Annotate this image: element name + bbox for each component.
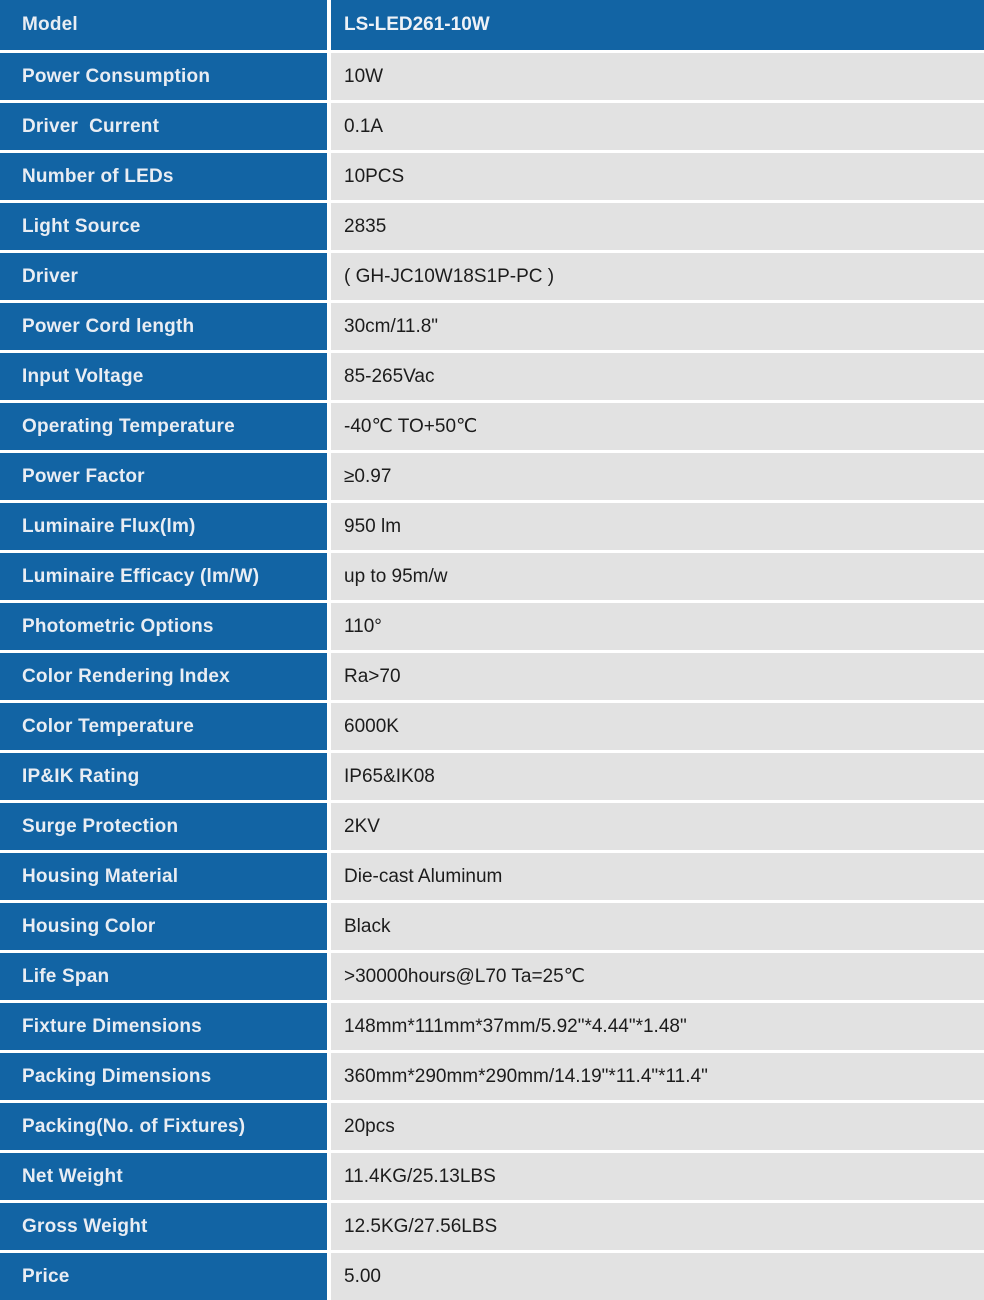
table-row <box>0 850 984 900</box>
spec-label: Power Factor <box>0 453 327 500</box>
spec-value: ( GH-JC10W18S1P-PC ) <box>327 253 984 300</box>
spec-value: Die-cast Aluminum <box>327 853 984 900</box>
spec-label: Color Rendering Index <box>0 653 327 700</box>
spec-value: IP65&IK08 <box>327 753 984 800</box>
table-row <box>0 1100 984 1150</box>
table-row <box>0 750 984 800</box>
table-row-model <box>0 0 984 50</box>
spec-label: Packing Dimensions <box>0 1053 327 1100</box>
spec-value: 110° <box>327 603 984 650</box>
spec-value: 2KV <box>327 803 984 850</box>
spec-label: Housing Material <box>0 853 327 900</box>
spec-label: Price <box>0 1253 327 1300</box>
spec-label: Model <box>0 0 327 50</box>
spec-value: 950 lm <box>327 503 984 550</box>
table-row <box>0 150 984 200</box>
table-row <box>0 300 984 350</box>
spec-value: >30000hours@L70 Ta=25℃ <box>327 953 984 1000</box>
spec-label: Surge Protection <box>0 803 327 850</box>
spec-label: Number of LEDs <box>0 153 327 200</box>
table-row <box>0 900 984 950</box>
spec-label: Power Consumption <box>0 53 327 100</box>
table-row <box>0 600 984 650</box>
table-row <box>0 1000 984 1050</box>
spec-value: Black <box>327 903 984 950</box>
table-row <box>0 350 984 400</box>
table-row <box>0 650 984 700</box>
spec-label: IP&IK Rating <box>0 753 327 800</box>
table-row <box>0 1250 984 1300</box>
table-row <box>0 1200 984 1250</box>
spec-label: Power Cord length <box>0 303 327 350</box>
table-row <box>0 50 984 100</box>
spec-label: Photometric Options <box>0 603 327 650</box>
spec-value: 6000K <box>327 703 984 750</box>
spec-value: up to 95m/w <box>327 553 984 600</box>
spec-label: Operating Temperature <box>0 403 327 450</box>
spec-value: 0.1A <box>327 103 984 150</box>
spec-label: Life Span <box>0 953 327 1000</box>
spec-value: 12.5KG/27.56LBS <box>327 1203 984 1250</box>
spec-value: Ra>70 <box>327 653 984 700</box>
table-row <box>0 1150 984 1200</box>
spec-label: Fixture Dimensions <box>0 1003 327 1050</box>
spec-label: Housing Color <box>0 903 327 950</box>
spec-value: 360mm*290mm*290mm/14.19"*11.4"*11.4" <box>327 1053 984 1100</box>
spec-label: Driver Current <box>0 103 327 150</box>
table-row <box>0 550 984 600</box>
spec-value: 10PCS <box>327 153 984 200</box>
spec-label: Color Temperature <box>0 703 327 750</box>
spec-label: Gross Weight <box>0 1203 327 1250</box>
spec-value: 5.00 <box>327 1253 984 1300</box>
spec-value: 148mm*111mm*37mm/5.92"*4.44"*1.48" <box>327 1003 984 1050</box>
spec-label: Luminaire Flux(lm) <box>0 503 327 550</box>
spec-value: 30cm/11.8" <box>327 303 984 350</box>
table-row <box>0 950 984 1000</box>
table-row <box>0 200 984 250</box>
table-row <box>0 500 984 550</box>
spec-value: 11.4KG/25.13LBS <box>327 1153 984 1200</box>
table-row <box>0 800 984 850</box>
table-row <box>0 700 984 750</box>
table-row <box>0 450 984 500</box>
spec-value: 20pcs <box>327 1103 984 1150</box>
spec-value: ≥0.97 <box>327 453 984 500</box>
spec-label: Input Voltage <box>0 353 327 400</box>
spec-label: Packing(No. of Fixtures) <box>0 1103 327 1150</box>
spec-label: Light Source <box>0 203 327 250</box>
spec-value: 85-265Vac <box>327 353 984 400</box>
spec-label: Net Weight <box>0 1153 327 1200</box>
table-row <box>0 1050 984 1100</box>
spec-value: 10W <box>327 53 984 100</box>
spec-label: Luminaire Efficacy (lm/W) <box>0 553 327 600</box>
spec-value: 2835 <box>327 203 984 250</box>
spec-value: -40℃ TO+50℃ <box>327 403 984 450</box>
spec-label: Driver <box>0 253 327 300</box>
spec-value: LS-LED261-10W <box>327 0 984 50</box>
table-row <box>0 400 984 450</box>
table-row <box>0 250 984 300</box>
table-row <box>0 100 984 150</box>
